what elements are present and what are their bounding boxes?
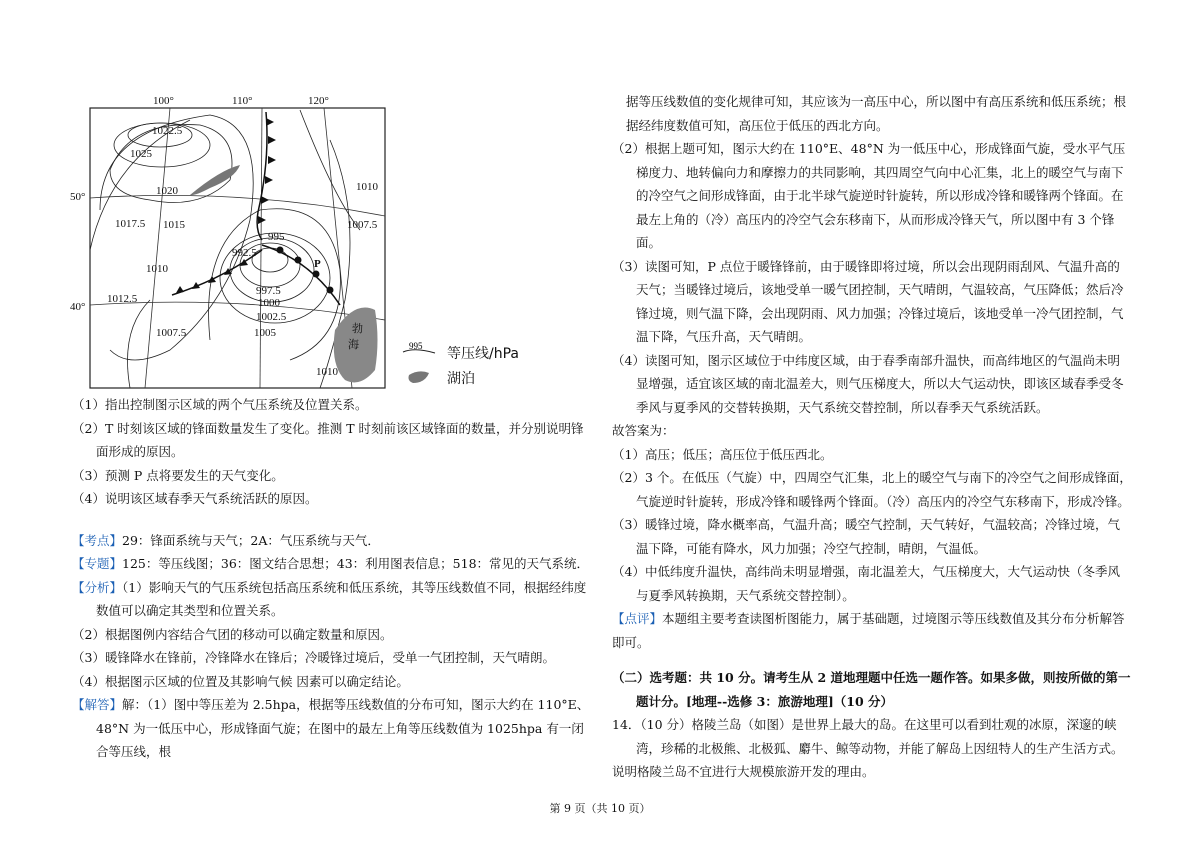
right-column	[612, 90, 1132, 784]
isobar-label: 1010	[316, 366, 338, 378]
answer-2-detail: （2）根据上题可知，图示大约在 110°E、48°N 为一低压中心，形成锋面气旋，受水平气压梯度力、地转偏向力和摩擦力的共同影响，其四周空气向中心汇集，北上的暖空气与南下的冷空气之间形成锋面，由于北半球气旋逆时针旋转，所以形成冷锋和暖锋两个锋面。在最左上角的（冷）高压内的冷空气会东移南下，从而形成冷锋天气，所以图中有 3 个锋面。	[612, 141, 1126, 250]
lon-label-100: 100°	[153, 95, 174, 107]
isobar-label: 1010	[146, 263, 168, 275]
lon-label-110: 110°	[232, 95, 253, 107]
answer-summary-heading: 故答案为：	[612, 423, 675, 438]
lat-label-50: 50°	[70, 191, 86, 203]
fenxi-tag: 【分析】	[72, 579, 123, 595]
lat-label-40: 40°	[70, 301, 86, 313]
answer-1-cont: 据等压线数值的变化规律可知，其应该为一高压中心，所以图中有高压系统和低压系统；根据经纬度数值可知，高压位于低压的西北方向。	[626, 94, 1127, 133]
legend-isobar-sample: 995	[409, 341, 423, 351]
left-column	[72, 393, 592, 764]
zhuanti-text: 125：等压线图；36：图文结合思想；43：利用图表信息；518：常见的天气系统．	[122, 556, 590, 571]
dianping-tag: 【点评】	[612, 611, 663, 626]
isobar-label: 1022.5	[152, 125, 183, 137]
page-footer: 第 9 页（共 10 页）	[549, 802, 651, 815]
kaodian-tag: 【考点】	[72, 532, 123, 548]
fenxi-text-1: （1）影响天气的气压系统包括高压系统和低压系统，其等压线数值不同，根据经纬度数值可以确定其类型和位置关系。	[96, 579, 587, 618]
isobar-label: 1020	[156, 185, 178, 197]
dianping-line	[612, 607, 1132, 654]
zhuanti-tag: 【专题】	[72, 556, 123, 571]
fenxi-text-3: （3）暖锋降水在锋前，冷锋降水在锋后；冷暖锋过境后，受单一气团控制，天气晴朗。	[72, 650, 555, 665]
dianping-text: 本题组主要考查读图析图能力，属于基础题，过境图示等压线数值及其分布分析解答即可。	[612, 611, 1125, 650]
isobar-label: 995	[268, 231, 285, 243]
zhuanti-line	[72, 552, 592, 576]
fenxi-line	[72, 576, 592, 623]
isobar-label: 1017.5	[115, 218, 146, 230]
isobar-label: 1000	[258, 297, 280, 309]
kaodian-line	[72, 529, 592, 553]
answer-3-detail: （3）读图可知，P 点位于暖锋锋前，由于暖锋即将过境，所以会出现阴雨刮风、气温升高的天气；当暖锋过境后，该地受单一暖气团控制，天气晴朗，气温较高，气压降低；然后冷锋过境，则气温下降，会出现阴雨、风力加强；冷锋过境后，该地受单一冷气团控制，气温下降，气压升高，天气晴朗。	[612, 258, 1124, 344]
lon-label-120: 120°	[308, 95, 329, 107]
answer-summary-2: （2）3 个。在低压（气旋）中，四周空气汇集，北上的暖空气与南下的冷空气之间形成锋面，气旋逆时针旋转，形成冷锋和暖锋两个锋面。（冷）高压内的冷空气东移南下，形成冷锋。	[612, 470, 1132, 509]
answer-4-detail: （4）读图可知，图示区域位于中纬度区域，由于春季南部升温快，而高纬地区的气温尚未明显增强，适宜该区域的南北温差大，则气压梯度大，所以大气运动快，即该区域春季受冬季风与夏季风的交替转换期，天气系统交替控制，所以春季天气系统活跃。	[612, 352, 1124, 415]
isobar-label: 1007.5	[347, 219, 378, 231]
map-legend	[395, 335, 535, 395]
question-14-prompt: 说明格陵兰岛不宜进行大规模旅游开发的理由。	[612, 764, 875, 779]
isobar-label: 997.5	[256, 285, 281, 297]
sea-label: 勃	[352, 323, 363, 335]
section-heading: （二）选考题：共 10 分。请考生从 2 道地理题中任选一题作答。如果多做，则按所做的第一题计分。[地理--选修 3：旅游地理]（10 分）	[612, 670, 1131, 709]
question-4: （4）说明该区域春季天气系统活跃的原因。	[72, 491, 318, 506]
lake-legend-icon	[409, 371, 430, 383]
isobar-label: 1002.5	[256, 311, 287, 323]
answer-summary-4: （4）中低纬度升温快，高纬尚未明显增强，南北温差大，气压梯度大，大气运动快（冬季风与夏季风转换期，天气系统交替控制）。	[612, 564, 1120, 603]
isobar-label: 1025	[130, 148, 152, 160]
isobar-map	[70, 95, 390, 390]
isobar-label: 1010	[356, 181, 378, 193]
isobar-label: 992.5	[232, 247, 257, 259]
kaodian-text: 29：锋面系统与天气；2A：气压系统与天气．	[122, 532, 380, 548]
isobar-label: 1015	[163, 219, 185, 231]
jieda-line	[72, 693, 592, 764]
question-3: （3）预测 P 点将要发生的天气变化。	[72, 467, 284, 483]
isobar-label: 1007.5	[156, 327, 187, 339]
answer-summary-3: （3）暖锋过境，降水概率高，气温升高；暖空气控制，天气转好，气温较高；冷锋过境，气温下降，可能有降水，风力加强；冷空气控制，晴朗，气温低。	[612, 517, 1120, 556]
question-2: （2）T 时刻该区域的锋面数量发生了变化。推测 T 时刻前该区域锋面的数量，并分别说明锋面形成的原因。	[72, 420, 584, 459]
isobar-label: 1005	[254, 327, 276, 339]
sea-label: 海	[348, 339, 359, 351]
jieda-tag: 【解答】	[72, 697, 123, 712]
legend-isobar-label: 等压线/hPa	[447, 346, 519, 362]
question-1: （1）指出控制图示区域的两个气压系统及位置关系。	[72, 397, 368, 412]
answer-summary-1: （1）高压；低压；高压位于低压西北。	[612, 446, 833, 462]
isobar-label: 1012.5	[107, 293, 138, 305]
fenxi-text-2: （2）根据图例内容结合气团的移动可以确定数量和原因。	[72, 626, 393, 642]
question-14: 14．（10 分）格陵兰岛（如图）是世界上最大的岛。在这里可以看到壮观的冰原，深邃的峡湾，珍稀的北极熊、北极狐、麝牛、鲸等动物，并能了解岛上因纽特人的生产生活方式。	[612, 717, 1124, 756]
jieda-text-1: 解：（1）图中等压差为 2.5hpa，根据等压线数值的分布可知，图示大约在 110°E、48°N 为一低压中心，形成锋面气旋；在图中的最左上角等压线数值为 1025hpa 有一闭合等压线，根	[96, 697, 590, 759]
fenxi-text-4: （4）根据图示区域的位置及其影响气候 因素可以确定结论。	[72, 673, 409, 689]
point-p-label: P	[314, 258, 321, 270]
legend-lake-label: 湖泊	[447, 371, 475, 387]
